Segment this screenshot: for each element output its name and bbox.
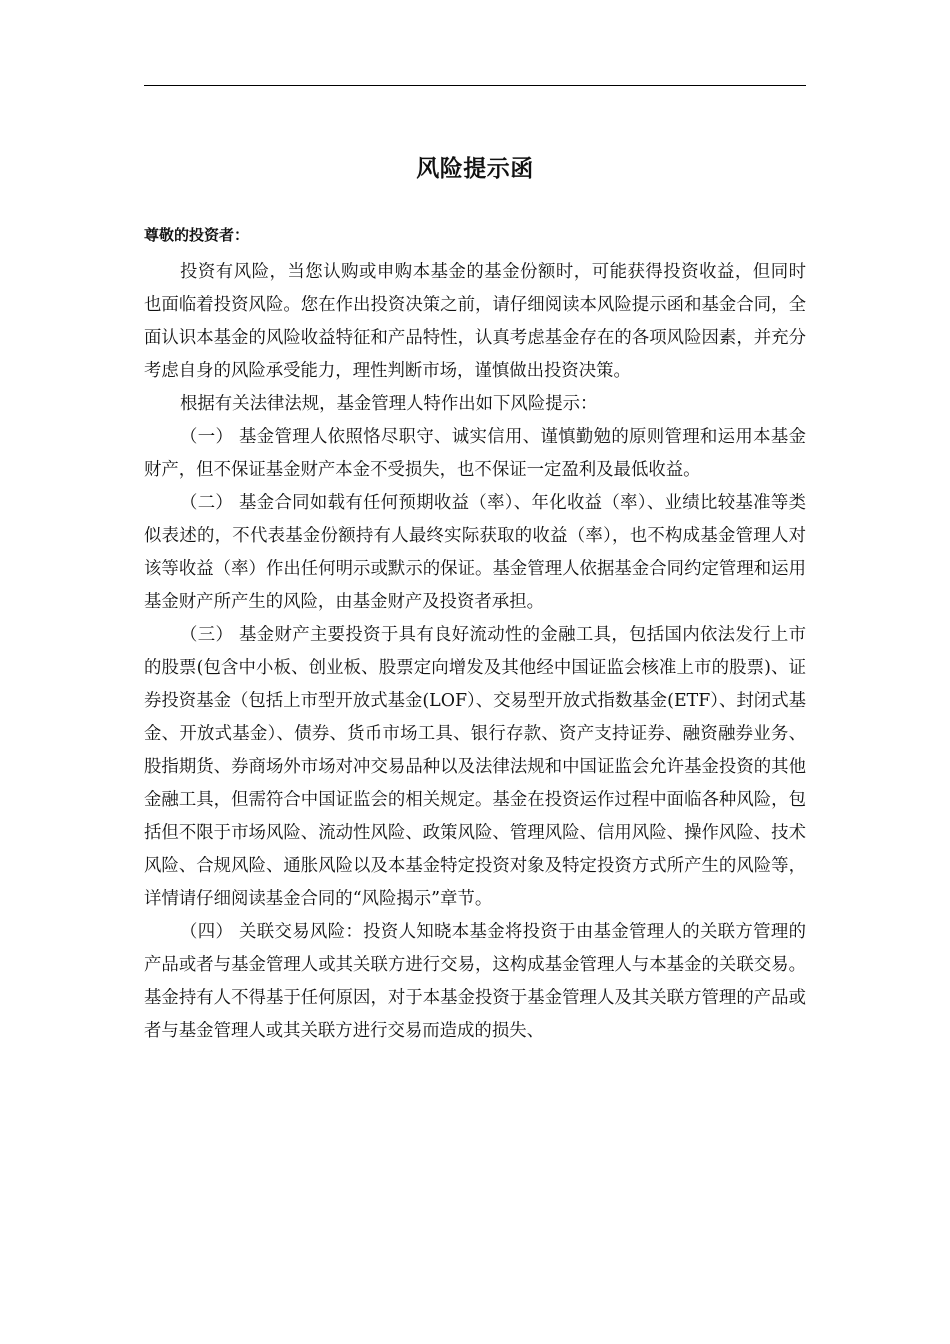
document-title: 风险提示函 [416,156,534,182]
document-body [144,256,806,1048]
header-rule [144,85,806,86]
salutation: 尊敬的投资者： [144,226,250,244]
paragraph-intro: 投资有风险，当您认购或申购本基金的基金份额时，可能获得投资收益，但同时也面临着投资风险。您在作出投资决策之前，请仔细阅读本风险提示函和基金合同，全面认识本基金的风险收益特征和产品特性，认真考虑基金存在的各项风险因素，并充分考虑自身的风险承受能力，理性判断市场，谨慎做出投资决策。 [144,262,806,381]
paragraph-notice-lead: 根据有关法律法规，基金管理人特作出如下风险提示： [180,394,598,414]
paragraph-item-2: （二） 基金合同如载有任何预期收益（率）、年化收益（率）、业绩比较基准等类似表述的，不代表基金份额持有人最终实际获取的收益（率），也不构成基金管理人对该等收益（率）作出任何明示或默示的保证。基金管理人依据基金合同约定管理和运用基金财产所产生的风险，由基金财产及投资者承担。 [144,493,806,612]
paragraph-item-3: （三） 基金财产主要投资于具有良好流动性的金融工具，包括国内依法发行上市的股票(包含中小板、创业板、股票定向增发及其他经中国证监会核准上市的股票)、证券投资基金（包括上市型开放式基金(LOF）、交易型开放式指数基金(ETF）、封闭式基金、开放式基金）、债券、货币市场工具、银行存款、资产支持证券、融资融券业务、股指期货、券商场外市场对冲交易品种以及法律法规和中国证监会允许基金投资的其他金融工具，但需符合中国证监会的相关规定。基金在投资运作过程中面临各种风险，包括但不限于市场风险、流动性风险、政策风险、管理风险、信用风险、操作风险、技术风险、合规风险、通胀风险以及本基金特定投资对象及特定投资方式所产生的风险等，详情请仔细阅读基金合同的“风险揭示”章节。 [144,625,806,909]
paragraph-item-1: （一） 基金管理人依照恪尽职守、诚实信用、谨慎勤勉的原则管理和运用本基金财产，但不保证基金财产本金不受损失，也不保证一定盈利及最低收益。 [144,427,806,480]
paragraph-item-4: （四） 关联交易风险：投资人知晓本基金将投资于由基金管理人的关联方管理的产品或者与基金管理人或其关联方进行交易，这构成基金管理人与本基金的关联交易。基金持有人不得基于任何原因，对于本基金投资于基金管理人及其关联方管理的产品或者与基金管理人或其关联方进行交易而造成的损失、 [144,922,806,1041]
